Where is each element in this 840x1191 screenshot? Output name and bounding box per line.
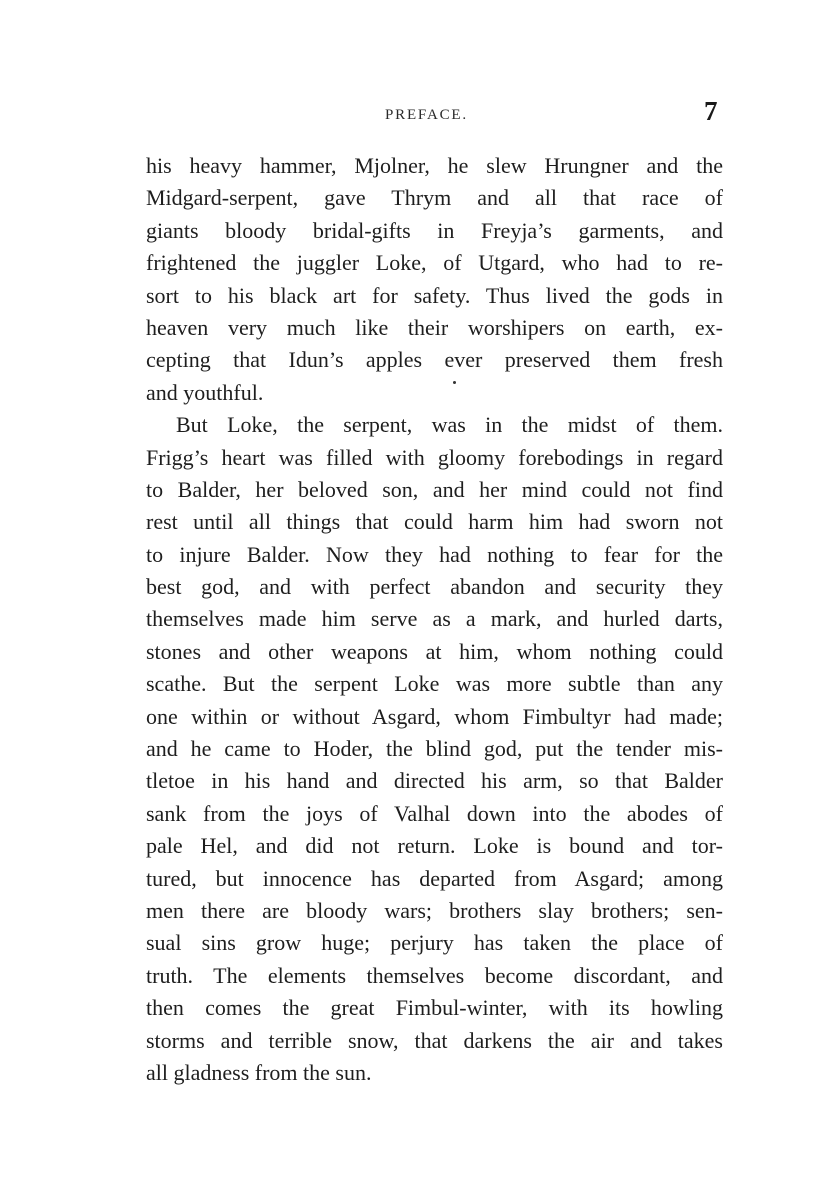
text-line: men there are bloody wars; brothers slay brothers; sen- xyxy=(146,897,723,923)
text-line: pale Hel, and did not return. Loke is bound and tor- xyxy=(146,833,723,859)
text-line: Midgard-serpent, gave Thrym and all that race of xyxy=(146,185,723,211)
text-line: cepting that Idun’s apples ever preserved them fresh xyxy=(146,347,723,373)
text-line: storms and terrible snow, that darkens the air and takes xyxy=(146,1027,723,1053)
ink-speck xyxy=(453,381,456,384)
text-line: then comes the great Fimbul-winter, with its howling xyxy=(146,995,723,1021)
page-number: 7 xyxy=(704,96,718,126)
text-line: Frigg’s heart was filled with gloomy forebodings in regard xyxy=(146,444,723,470)
text-line: and youthful. xyxy=(146,379,264,405)
text-line: tured, but innocence has departed from Asgard; among xyxy=(146,865,723,891)
paragraph-2 xyxy=(146,409,723,1089)
text-line: one within or without Asgard, whom Fimbultyr had made; xyxy=(146,703,723,729)
text-line: giants bloody bridal-gifts in Freyja’s garments, and xyxy=(146,217,723,243)
text-line: frightened the juggler Loke, of Utgard, who had to re- xyxy=(146,250,723,276)
text-line: his heavy hammer, Mjolner, he slew Hrungner and the xyxy=(146,153,723,178)
text-line: all gladness from the sun. xyxy=(146,1059,372,1085)
running-head: PREFACE. xyxy=(385,107,468,123)
text-line: heaven very much like their worshipers on earth, ex- xyxy=(146,314,723,340)
text-line: But Loke, the serpent, was in the midst of them. xyxy=(176,412,723,438)
text-line: to Balder, her beloved son, and her mind could not find xyxy=(146,476,723,502)
body-text xyxy=(146,150,723,1089)
text-line: to injure Balder. Now they had nothing to fear for the xyxy=(146,541,723,567)
text-line: sort to his black art for safety. Thus lived the gods in xyxy=(146,282,723,308)
text-line: sual sins grow huge; perjury has taken the place of xyxy=(146,930,723,956)
text-line: and he came to Hoder, the blind god, put the tender mis- xyxy=(146,736,723,762)
text-line: stones and other weapons at him, whom nothing could xyxy=(146,638,723,664)
paragraph-1 xyxy=(146,150,723,409)
text-line: themselves made him serve as a mark, and hurled darts, xyxy=(146,606,723,632)
text-line: tletoe in his hand and directed his arm, so that Balder xyxy=(146,768,723,794)
text-line: scathe. But the serpent Loke was more subtle than any xyxy=(146,671,723,697)
text-line: rest until all things that could harm him had sworn not xyxy=(146,509,723,535)
text-line: truth. The elements themselves become discordant, and xyxy=(146,962,723,988)
text-line: sank from the joys of Valhal down into the abodes of xyxy=(146,800,723,826)
text-line: best god, and with perfect abandon and security they xyxy=(146,574,723,600)
